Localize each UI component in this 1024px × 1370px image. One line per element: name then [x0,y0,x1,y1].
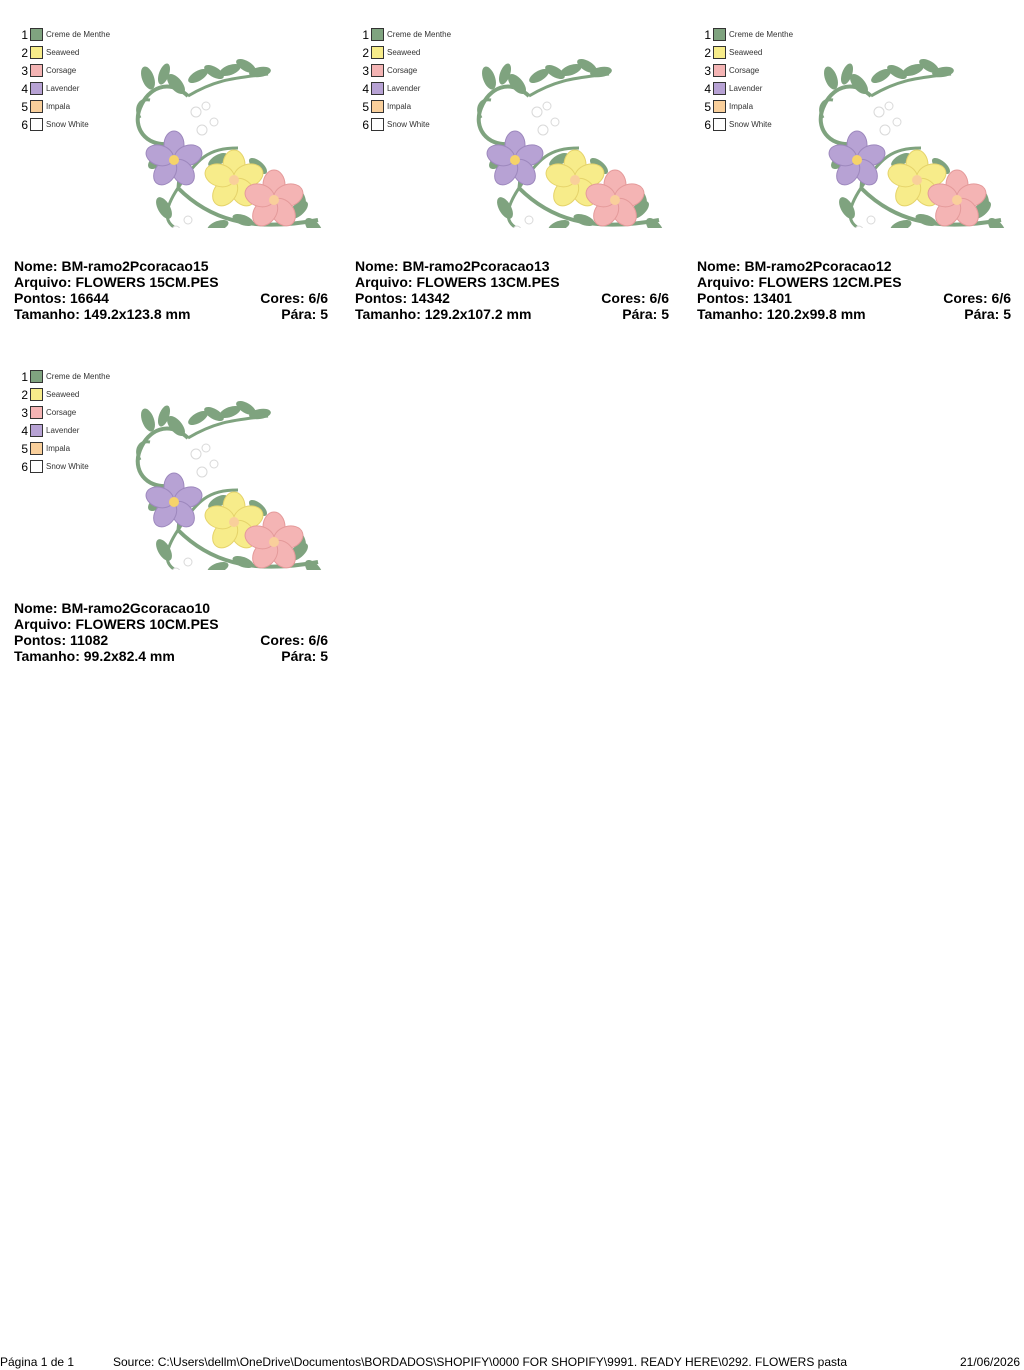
design-info [697,258,1011,322]
legend-row [18,368,128,386]
legend-number: 5 [21,100,28,114]
legend-number: 3 [704,64,711,78]
legend-label: Lavender [729,84,763,93]
color-swatch [713,64,726,77]
legend-number: 3 [362,64,369,78]
legend-row [701,44,811,62]
legend-label: Corsage [729,66,760,75]
legend-label: Impala [387,102,412,111]
tamanho-line [697,306,1011,322]
thread-legend [18,368,128,476]
color-swatch [30,118,43,131]
cores-value: 6/6 [308,290,328,306]
color-swatch [30,100,43,113]
arquivo-line [14,616,328,632]
nome-line [697,258,1011,274]
legend-label: Seaweed [46,48,80,57]
color-swatch [30,388,43,401]
legend-row [359,116,469,134]
pontos-line [697,290,1011,306]
legend-row [18,458,128,476]
legend-row [18,404,128,422]
floral-embroidery-icon [459,48,669,228]
cores-label: Cores: [601,290,646,306]
legend-number: 6 [21,460,28,474]
para-value: 5 [320,306,328,322]
arquivo-line [14,274,328,290]
legend-row [359,44,469,62]
thread-legend [18,26,128,134]
legend-row [18,80,128,98]
legend-label: Corsage [46,66,77,75]
pontos-value: 13401 [753,290,792,306]
arquivo-label: Arquivo: [14,274,72,290]
pontos-line [14,290,328,306]
legend-number: 6 [362,118,369,132]
print-date: 21/06/2026 [960,1355,1021,1369]
tamanho-line [14,648,328,664]
tamanho-value: 99.2x82.4 mm [83,648,175,664]
floral-embroidery-icon [118,390,328,570]
legend-row [18,386,128,404]
legend-label: Seaweed [46,390,80,399]
color-swatch [30,424,43,437]
color-swatch [30,64,43,77]
legend-label: Impala [729,102,754,111]
cores-value: 6/6 [649,290,669,306]
para-info [964,306,1011,322]
cores-info [943,290,1011,306]
para-label: Pára: [281,306,317,322]
thread-legend [701,26,811,134]
page-footer [0,1354,1024,1370]
legend-row [18,422,128,440]
pontos-label: Pontos: [355,290,408,306]
color-swatch [30,370,43,383]
tamanho-value: 120.2x99.8 mm [766,306,866,322]
legend-label: Snow White [46,120,89,129]
legend-label: Creme de Menthe [46,30,111,39]
legend-number: 1 [21,370,28,384]
pontos-label: Pontos: [14,290,67,306]
pontos-value: 11082 [70,632,109,648]
nome-line [355,258,669,274]
cores-info [601,290,669,306]
legend-row [18,62,128,80]
legend-row [18,26,128,44]
legend-number: 3 [21,64,28,78]
design-info [14,258,328,322]
legend-label: Corsage [387,66,418,75]
thread-legend [359,26,469,134]
nome-line [14,600,328,616]
legend-label: Creme de Menthe [729,30,794,39]
pontos-label: Pontos: [697,290,750,306]
cores-label: Cores: [943,290,988,306]
color-swatch [371,46,384,59]
cores-value: 6/6 [308,632,328,648]
color-swatch [30,46,43,59]
arquivo-value: FLOWERS 10CM.PES [75,616,219,632]
legend-label: Impala [46,444,71,453]
legend-label: Snow White [46,462,89,471]
color-swatch [713,28,726,41]
color-swatch [371,100,384,113]
tamanho-line [14,306,328,322]
legend-number: 4 [704,82,711,96]
nome-value: BM-ramo2Pcoracao13 [402,258,550,274]
legend-row [359,62,469,80]
legend-row [359,26,469,44]
legend-number: 2 [704,46,711,60]
design-card [355,26,675,326]
design-info [14,600,328,664]
pontos-label: Pontos: [14,632,67,648]
nome-label: Nome: [697,258,741,274]
color-swatch [713,100,726,113]
cores-info [260,290,328,306]
arquivo-label: Arquivo: [355,274,413,290]
design-info [355,258,669,322]
color-swatch [371,82,384,95]
legend-number: 6 [21,118,28,132]
nome-line [14,258,328,274]
tamanho-label: Tamanho: [14,306,80,322]
legend-row [701,98,811,116]
nome-label: Nome: [14,258,58,274]
arquivo-label: Arquivo: [14,616,72,632]
page-number: Página 1 de 1 [0,1355,75,1369]
color-swatch [371,118,384,131]
legend-number: 2 [21,388,28,402]
legend-row [18,116,128,134]
para-value: 5 [1003,306,1011,322]
color-swatch [713,82,726,95]
legend-number: 5 [21,442,28,456]
legend-label: Impala [46,102,71,111]
legend-label: Snow White [729,120,772,129]
cores-value: 6/6 [991,290,1011,306]
legend-row [18,98,128,116]
legend-label: Creme de Menthe [46,372,111,381]
arquivo-value: FLOWERS 15CM.PES [75,274,219,290]
color-swatch [371,28,384,41]
color-swatch [30,28,43,41]
pontos-value: 16644 [70,290,109,306]
design-card [14,26,334,326]
arquivo-line [697,274,1011,290]
legend-number: 2 [21,46,28,60]
color-swatch [30,406,43,419]
pontos-value: 14342 [411,290,450,306]
legend-row [701,62,811,80]
color-swatch [30,442,43,455]
design-card [697,26,1017,326]
arquivo-label: Arquivo: [697,274,755,290]
legend-number: 3 [21,406,28,420]
source-path: Source: C:\Users\dellm\OneDrive\Documentos\BORDADOS\SHOPIFY\0000 FOR SHOPIFY\9991. READY HERE\0292. FLOWERS pasta [113,1355,848,1369]
legend-label: Creme de Menthe [387,30,452,39]
legend-row [18,440,128,458]
legend-row [359,80,469,98]
tamanho-value: 149.2x123.8 mm [83,306,191,322]
legend-row [701,26,811,44]
color-swatch [30,460,43,473]
tamanho-line [355,306,669,322]
nome-label: Nome: [355,258,399,274]
tamanho-label: Tamanho: [14,648,80,664]
design-card [14,368,334,668]
legend-number: 4 [21,82,28,96]
legend-number: 1 [704,28,711,42]
color-swatch [713,46,726,59]
color-swatch [713,118,726,131]
cores-label: Cores: [260,632,305,648]
legend-number: 4 [21,424,28,438]
tamanho-label: Tamanho: [355,306,421,322]
floral-embroidery-icon [801,48,1011,228]
legend-number: 2 [362,46,369,60]
legend-number: 5 [362,100,369,114]
pontos-line [355,290,669,306]
legend-label: Seaweed [387,48,421,57]
legend-row [701,80,811,98]
para-info [281,306,328,322]
nome-label: Nome: [14,600,58,616]
tamanho-label: Tamanho: [697,306,763,322]
legend-label: Lavender [46,426,80,435]
floral-embroidery-icon [118,48,328,228]
color-swatch [30,82,43,95]
legend-label: Corsage [46,408,77,417]
nome-value: BM-ramo2Pcoracao15 [61,258,209,274]
legend-label: Lavender [387,84,421,93]
legend-number: 1 [362,28,369,42]
legend-label: Seaweed [729,48,763,57]
legend-row [18,44,128,62]
cores-info [260,632,328,648]
tamanho-value: 129.2x107.2 mm [424,306,532,322]
arquivo-value: FLOWERS 12CM.PES [758,274,902,290]
legend-label: Snow White [387,120,430,129]
legend-row [359,98,469,116]
para-info [622,306,669,322]
legend-label: Lavender [46,84,80,93]
para-label: Pára: [281,648,317,664]
color-swatch [371,64,384,77]
pontos-line [14,632,328,648]
legend-number: 4 [362,82,369,96]
para-label: Pára: [964,306,1000,322]
legend-number: 6 [704,118,711,132]
para-info [281,648,328,664]
legend-row [701,116,811,134]
nome-value: BM-ramo2Gcoracao10 [61,600,211,616]
cores-label: Cores: [260,290,305,306]
legend-number: 1 [21,28,28,42]
nome-value: BM-ramo2Pcoracao12 [744,258,892,274]
para-value: 5 [320,648,328,664]
arquivo-line [355,274,669,290]
para-value: 5 [661,306,669,322]
legend-number: 5 [704,100,711,114]
arquivo-value: FLOWERS 13CM.PES [416,274,560,290]
para-label: Pára: [622,306,658,322]
